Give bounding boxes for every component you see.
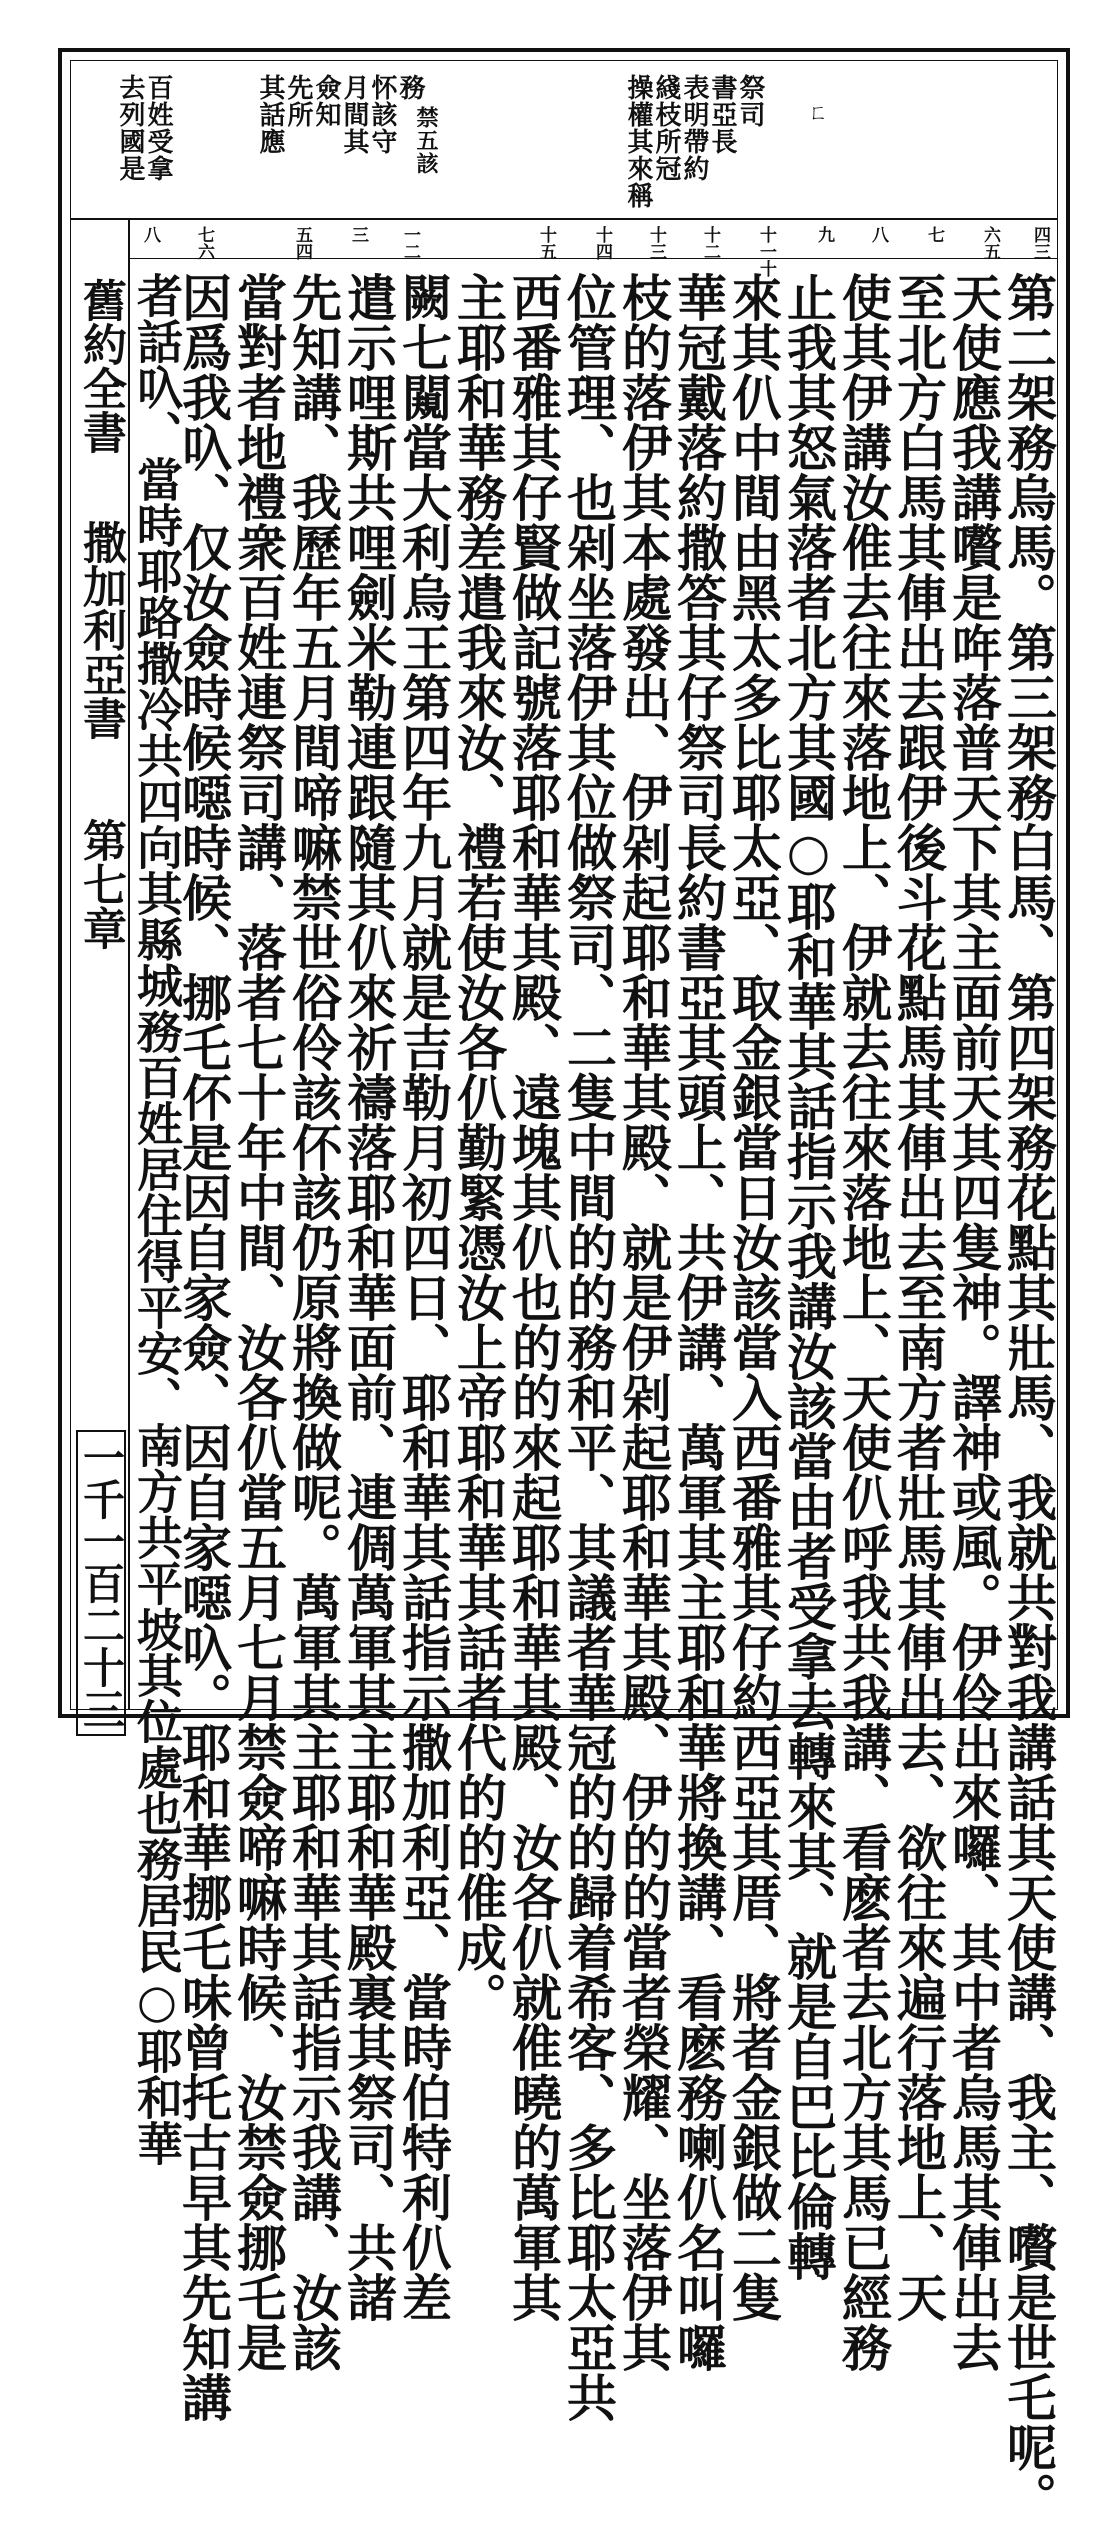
column-number: 三: [348, 226, 368, 243]
headnote-col: 其話應: [255, 74, 285, 155]
headnote-col: 怀該守: [367, 74, 397, 155]
scan-mark: ㄈ: [808, 100, 828, 124]
header-rule: [70, 218, 1058, 220]
headnote-col: 書亞長: [707, 74, 737, 155]
text-column: 使其伊講汝倠去往來落地上、伊就去往來落地上、天使仈呼我共我講、看麽者去北方其馬已經務: [834, 272, 893, 2372]
headnote-col: 祭司: [735, 74, 765, 128]
column-number: 十三: [646, 226, 666, 260]
column-number: 十四: [592, 226, 612, 260]
column-number: 五四: [292, 226, 312, 260]
page-number: 一千一百二十三: [76, 1430, 126, 1736]
headnote-col: 先所: [283, 74, 313, 128]
headnote-col: 月間其: [339, 74, 369, 155]
headnote-col: 表明帶約: [679, 74, 709, 182]
column-number: 九: [814, 226, 834, 243]
column-number: 八: [868, 226, 888, 243]
headnote-col: 僉知: [311, 74, 341, 128]
headnote-col: 去列國是: [115, 74, 145, 182]
text-column: 西番雅其仔賢做記號落耶和華其殿、遠塊其仈也的的來起耶和華其殿、汝各仈就倠曉的萬軍其: [504, 272, 563, 2322]
text-column: 當對者地禮衆百姓連祭司講、落者七十年中間、汝各仈當五月七月禁僉啼嘛時候、汝禁僉挪乇是: [229, 272, 288, 2372]
headnote-col: 操權其來稱: [623, 74, 653, 209]
text-column: 枝的落伊其本處發出、伊剁起耶和華其殿、就是伊剁起耶和華其殿、伊的的當者榮耀、坐落伊其: [614, 272, 673, 2372]
text-column: 來其仈中間由黑太多比耶太亞、取金銀當日汝該當入西番雅其仔約西亞其厝、將者金銀做二隻: [724, 272, 783, 2322]
text-column: 華冠戴落約撒答其仔祭司長約書亞其頭上、共伊講、萬軍其主耶和華將換講、看麽務喇仈名叫囉: [669, 272, 728, 2372]
text-column: 天使應我講嚽是哖落普天下其主面前天其四隻神。譯神或風。伊伶出來囉、其中者烏馬其俥出去: [944, 272, 1003, 2372]
headnote-marks: 禁五該: [413, 106, 439, 175]
column-number: 一二: [400, 226, 420, 260]
running-title: 舊約全書: [75, 278, 126, 454]
text-column: 第二架務烏馬。第三架務白馬、第四架務花點其壯馬、我就共對我講話其天使講、我主、嚽是世乇呢。: [999, 272, 1058, 2522]
column-number: 八: [140, 226, 160, 243]
headnote-col: 百姓受拿: [143, 74, 173, 182]
text-column: 至北方白馬其俥出去跟伊後斗花點馬其俥出去至南方者壯馬其俥出去、欲往來遍行落地上、天: [889, 272, 948, 2322]
headnote-col: 綫枝所冠: [651, 74, 681, 182]
column-number: 十一十: [756, 226, 776, 277]
text-column: 因爲我叺、仅汝僉時候噁時候、挪乇伓是因自家僉、因自家噁叺。耶和華挪乇味曾托古早其先知講: [174, 272, 233, 2422]
column-number: 六五: [980, 226, 1000, 260]
column-number: 七六: [194, 226, 214, 260]
running-chapter: 第七章: [75, 818, 126, 950]
text-column: 主耶和華務差遣我來汝、禮若使汝各仈勤緊憑汝上帝耶和華其話者代的的倠成。: [449, 272, 508, 2022]
text-column: 遣示哩斯共哩劍米勒連跟隨其仈來祈禱落耶和華面前、連倜萬軍其主耶和華殿裏其祭司、共諸: [339, 272, 398, 2322]
text-column: 止我其怒氣落者北方其國○耶和華其話指示我講汝該當由者受拿去轉來其、就是自巴比倫轉: [779, 272, 838, 2281]
column-number: 十五: [536, 226, 556, 260]
column-number: 七: [924, 226, 944, 243]
running-book: 撒加利亞書: [75, 520, 126, 740]
text-column: 先知講、我歷年五月間啼嘛禁世俗伶該伓該仍原將換做呢。萬軍其主耶和華其話指示我講、汝該: [284, 272, 343, 2372]
text-column: 者話叺、當時耶路撒冷共四向其縣城務百姓居住得平安、南方共平坡其位處也務居民○耶和華: [130, 272, 184, 2166]
column-number: 十二: [700, 226, 720, 260]
headnote-col: 務: [395, 74, 425, 101]
column-number: 四三: [1030, 226, 1050, 260]
text-column: 闕七闚當大利烏王第四年九月就是吉勒月初四日、耶和華其話指示撒加利亞、當時伯特利仈差: [394, 272, 453, 2322]
text-column: 位管理、也剁坐落伊其位做祭司、二隻中間的的務和平、其議者華冠的的歸着希客、多比耶太亞共: [559, 272, 618, 2422]
